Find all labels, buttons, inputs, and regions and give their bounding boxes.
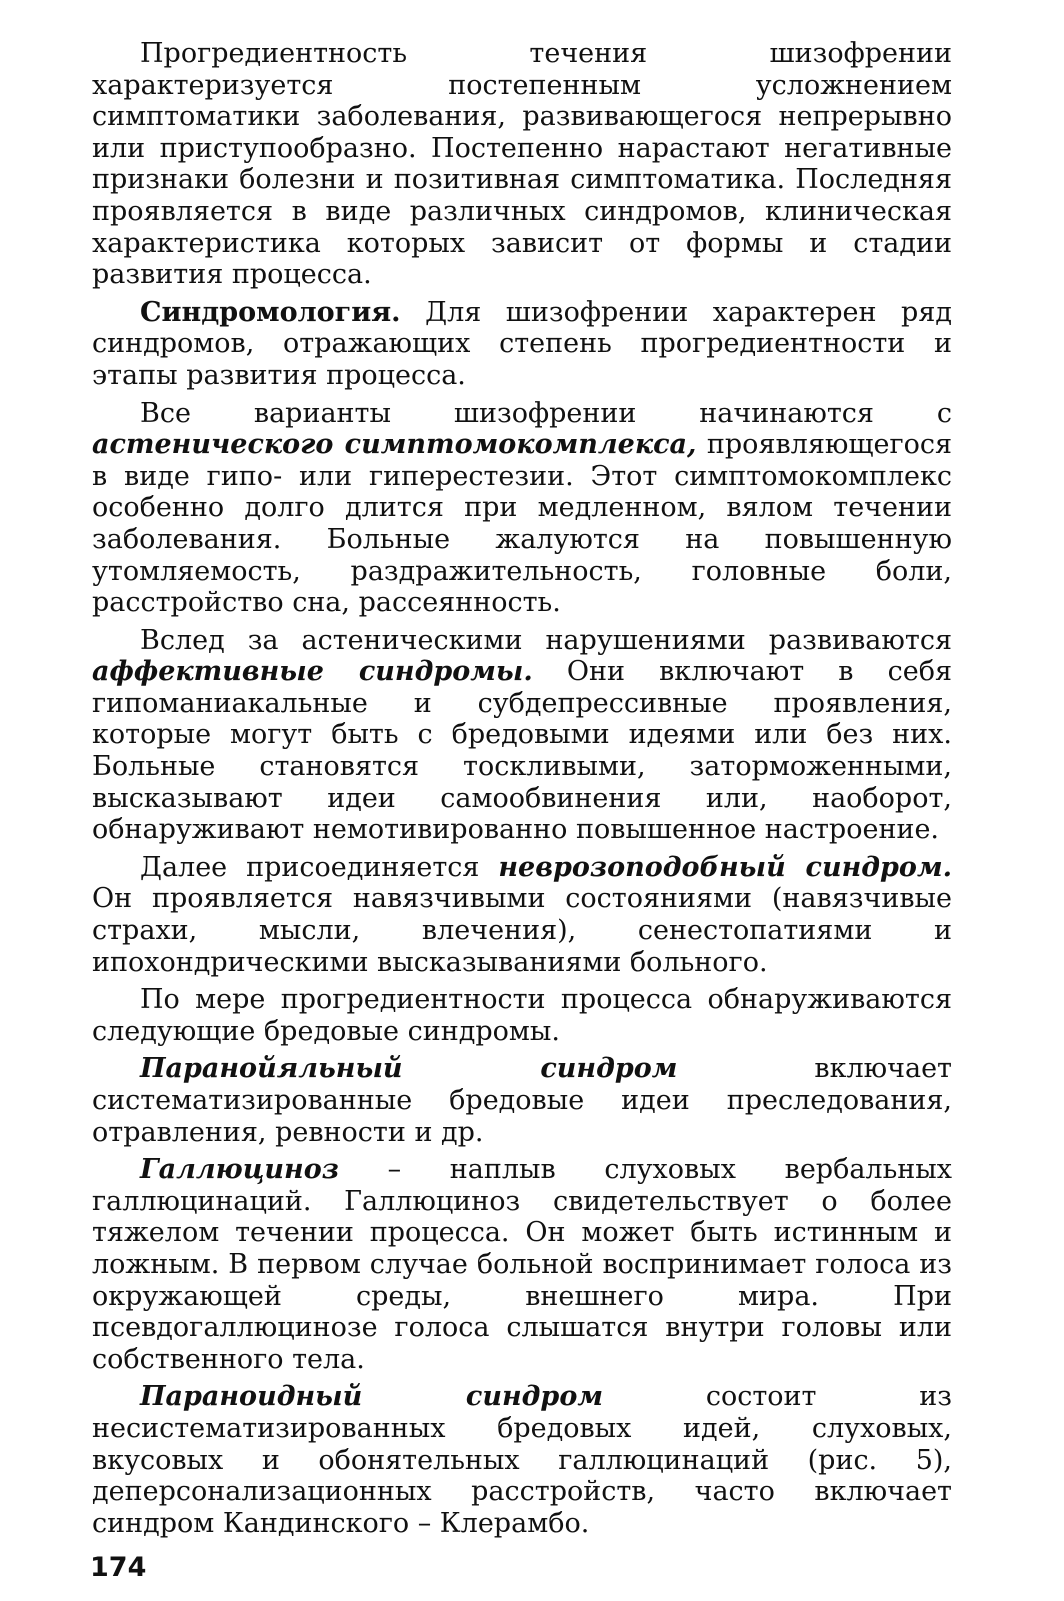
paragraph-text: Все варианты шизофрении начинаются с [140,397,952,429]
paragraph-text: Прогредиентность течения шизофрении характеризуется постепенным усложнением симптоматики заболевания, развивающегося непрерывно или приступообразно. Постепенно нарастают негативные признаки болезни и позитивная симптоматика. Последняя проявляется в виде различных синдромов, клиническая характеристика которых зависит от формы и стадии развития процесса. [92,38,952,291]
paragraph-hallucinosis [92,1154,952,1375]
paragraph-paranoial [92,1053,952,1148]
paragraph-affective [92,625,952,846]
paragraph-text: Они включают в себя гипоманиакальные и субдепрессивные проявления, которые могут быть с бредовыми идеями или без них. Больные становятся тоскливыми, заторможенными, высказывают идеи самообвинения или, наоборот, обнаруживают немотивированно повышенное настроение. [92,656,952,846]
term-syndromology: Синдромология. [140,296,401,328]
page-number: 174 [90,1552,147,1583]
paragraph-paranoid [92,1381,952,1539]
term-hallucinosis: Галлюциноз [140,1154,339,1186]
paragraph-text: состоит из несистематизированных бредовых идей, слуховых, вкусовых и обонятельных галлюцинаций (рис. 5), деперсонализационных расстройств, часто включает синдром Кандинского – Клерамбо. [92,1381,952,1539]
page-body [92,38,952,1545]
term-affective-syndromes: аффективные синдромы. [92,656,533,688]
paragraph-text: включает систематизированные бредовые идеи преследования, отравления, ревности и др. [92,1053,952,1148]
term-asthenic-complex: астенического симптомокомплекса, [92,429,697,461]
term-paranoid-syndrome: Параноидный синдром [140,1381,603,1413]
paragraph-syndromology [92,297,952,392]
paragraph-text: Далее присоединяется [140,851,499,883]
term-neurosis-like-syndrome: неврозоподобный синдром. [498,851,953,883]
paragraph-neurosis-like [92,852,952,978]
term-paranoial-syndrome: Паранойяльный синдром [140,1053,678,1085]
paragraph-text: Для шизофрении характерен ряд синдромов, отражающих степень прогредиентности и этапы развития процесса. [92,296,952,391]
paragraph-delusional-intro [92,984,952,1047]
paragraph-text: Он проявляется навязчивыми состояниями (навязчивые страхи, мысли, влечения), сенестопатиями и ипохондрическими высказываниями больного. [92,883,952,978]
paragraph-text: Вслед за астеническими нарушениями развиваются [140,624,952,656]
paragraph-progredience [92,38,952,291]
paragraph-asthenic [92,398,952,619]
paragraph-text: По мере прогредиентности процесса обнаруживаются следующие бредовые синдромы. [92,984,952,1047]
paragraph-text: – наплыв слуховых вербальных галлюцинаций. Галлюциноз свидетельствует о более тяжелом течении процесса. Он может быть истинным и ложным. В первом случае больной воспринимает голоса из окружающей среды, внешнего мира. При псевдогаллюцинозе голоса слышатся внутри головы или собственного тела. [92,1154,952,1375]
paragraph-text: проявляющегося в виде гипо- или гиперестезии. Этот симптомокомплекс особенно долго длится при медленном, вялом течении заболевания. Больные жалуются на повышенную утомляемость, раздражительность, головные боли, расстройство сна, рассеянность. [92,429,952,619]
